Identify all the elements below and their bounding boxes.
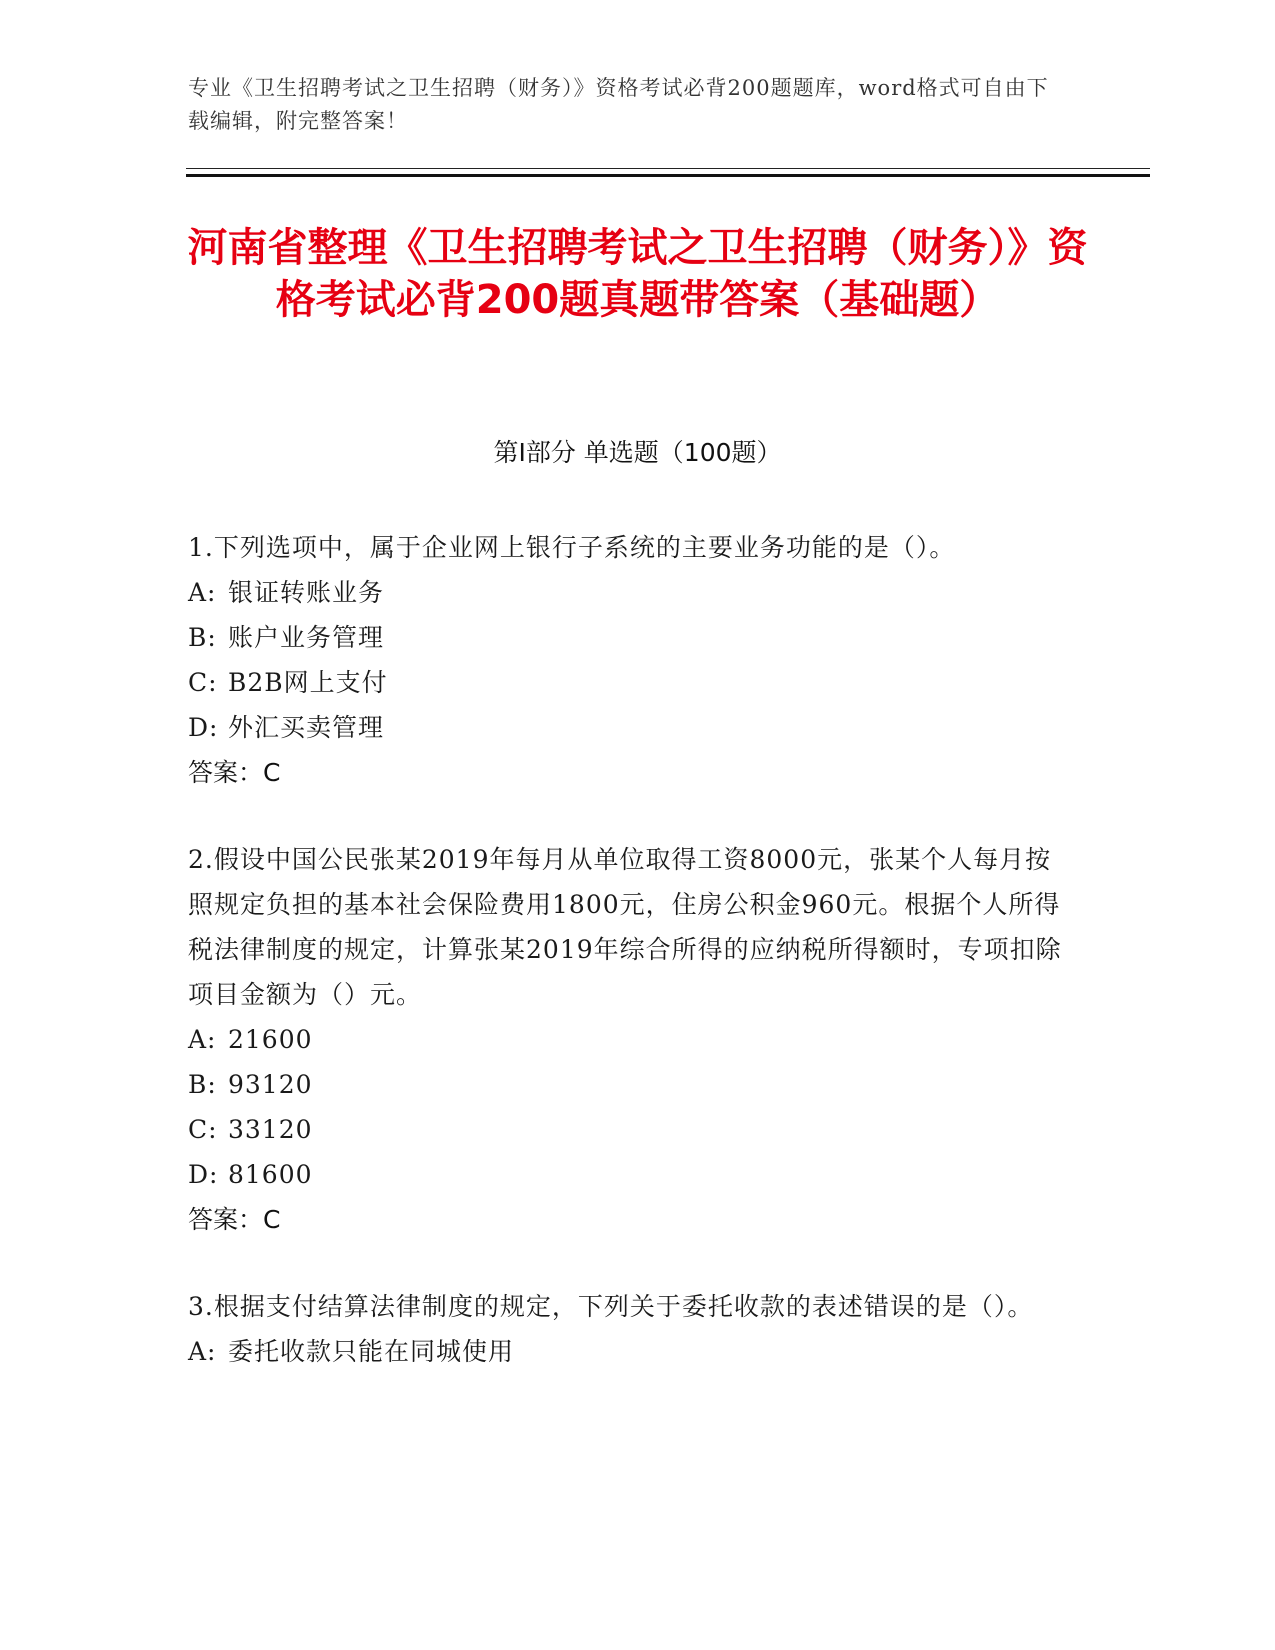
option-key: A: <box>188 1025 217 1054</box>
question-stem: 3.根据支付结算法律制度的规定，下列关于委托收款的表述错误的是（）。 <box>188 1292 1034 1321</box>
option-text: 外汇买卖管理 <box>228 713 385 742</box>
option-a <box>188 1329 1068 1374</box>
header-note: 专业《卫生招聘考试之卫生招聘（财务）》资格考试必背200题题库，word格式可自由下载编辑，附完整答案！ <box>188 76 1049 133</box>
section-title: 第Ⅰ部分 单选题（100题） <box>493 438 782 467</box>
option-key: B: <box>188 623 217 652</box>
option-key: B: <box>188 1070 217 1099</box>
option-d <box>188 1152 1068 1197</box>
option-key: C: <box>188 1115 218 1144</box>
question-2 <box>188 837 1068 1242</box>
option-a <box>188 1017 1068 1062</box>
question-1 <box>188 525 1068 795</box>
header-rule-thin <box>186 168 1150 169</box>
option-c <box>188 1107 1068 1152</box>
option-d <box>188 705 1068 750</box>
question-stem: 2.假设中国公民张某2019年每月从单位取得工资8000元，张某个人每月按照规定负担的基本社会保险费用1800元，住房公积金960元。根据个人所得税法律制度的规定，计算张某2019年综合所得的应纳税所得额时，专项扣除项目金额为（）元。 <box>188 845 1062 1009</box>
option-text: 33120 <box>228 1115 313 1144</box>
option-key: A: <box>188 1337 217 1366</box>
question-stem: 1.下列选项中，属于企业网上银行子系统的主要业务功能的是（）。 <box>188 533 956 562</box>
option-key: D: <box>188 713 219 742</box>
option-b <box>188 1062 1068 1107</box>
option-key: A: <box>188 578 217 607</box>
header-rule-thick <box>186 174 1150 177</box>
question-3 <box>188 1284 1068 1374</box>
option-a <box>188 570 1068 615</box>
option-b <box>188 615 1068 660</box>
option-text: 81600 <box>228 1160 313 1189</box>
option-text: 委托收款只能在同城使用 <box>228 1337 515 1366</box>
option-text: B2B网上支付 <box>228 668 388 697</box>
option-key: C: <box>188 668 218 697</box>
option-key: D: <box>188 1160 219 1189</box>
option-text: 账户业务管理 <box>228 623 385 652</box>
answer-line: 答案：C <box>188 1205 281 1234</box>
option-text: 21600 <box>228 1025 313 1054</box>
option-text: 银证转账业务 <box>228 578 385 607</box>
document-title: 河南省整理《卫生招聘考试之卫生招聘（财务）》资格考试必背200题真题带答案（基础题） <box>187 225 1088 323</box>
question-list <box>188 525 1068 1416</box>
option-c <box>188 660 1068 705</box>
answer-line: 答案：C <box>188 758 281 787</box>
option-text: 93120 <box>228 1070 313 1099</box>
